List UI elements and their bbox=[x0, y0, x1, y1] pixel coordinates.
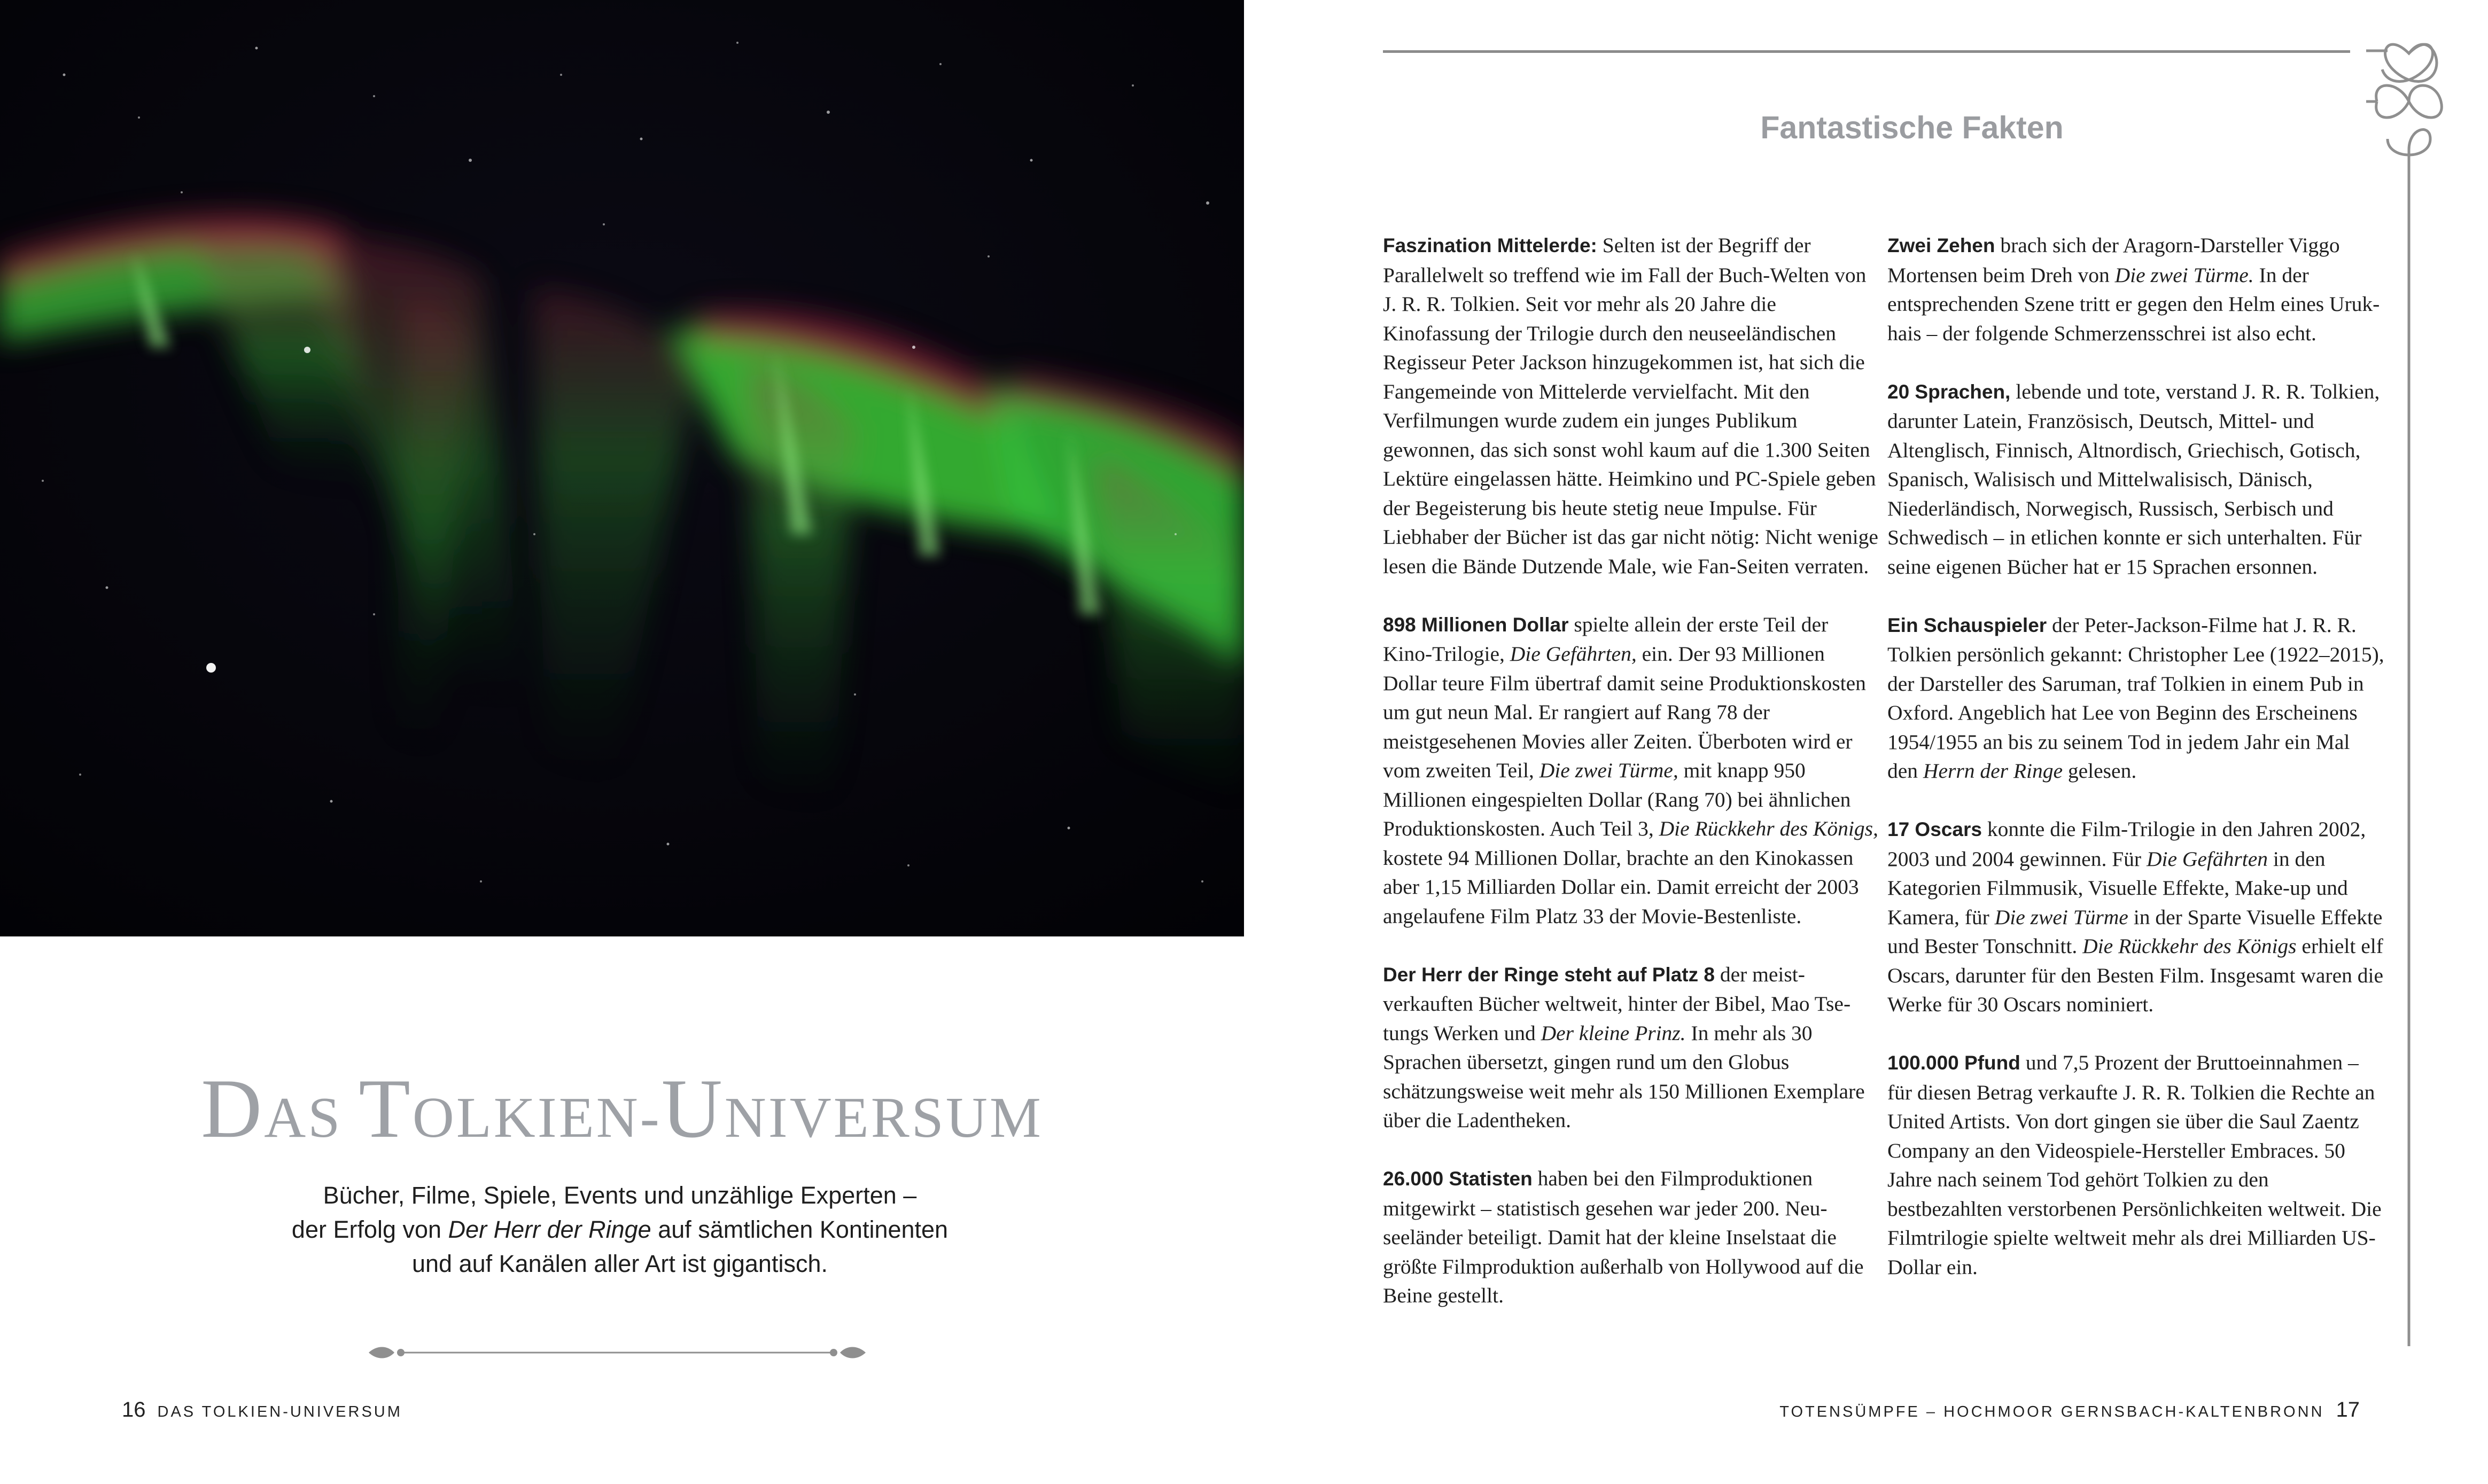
title-part-universum: NIVERSUM bbox=[724, 1086, 1043, 1150]
folio-left bbox=[122, 1398, 414, 1422]
fact-lead: Faszination Mittelerde: bbox=[1383, 235, 1597, 256]
subtitle-line-1: Bücher, Filme, Spiele, Events und unzählige Experten – bbox=[323, 1182, 917, 1209]
page-number-left: 16 bbox=[122, 1398, 146, 1421]
fact-paragraph bbox=[1383, 1164, 1880, 1310]
chapter-subtitle bbox=[230, 1178, 1010, 1281]
fact-lead: Zwei Zehen bbox=[1887, 235, 1995, 256]
fact-text: Selten ist der Begriff der Parallelwelt so treffend wie im Fall der Buch-Welten von J. R. R. Tolkien. Seit vor mehr als 20 Jahre die Kinofassung der Trilogie durch den neuseeländischen Regisseur Peter Jackson hinzugekommen ist, hat sich die Fangemeinde von Mittelerde vervielfacht. Mit den Verfilmungen wurde zudem ein junges Publikum gewonnen, das sich sonst wohl kaum auf die 1.300 Seiten Lektüre eingelassen hätte. Heimkino und PC-Spiele geben der Begeisterung bis heute stetig neue Impulse. Für Liebhaber der Bücher ist das gar nicht nötig: Nicht wenige lesen die Bände Dutzende Male, wie Fan-Seiten verraten. bbox=[1383, 233, 1878, 578]
fact-paragraph bbox=[1887, 1048, 2384, 1282]
fact-lead: 17 Oscars bbox=[1887, 818, 1982, 840]
subtitle-line-3: und auf Kanälen aller Art ist gigantisch. bbox=[412, 1250, 828, 1277]
fact-title-italic: Herrn der Ringe bbox=[1923, 759, 2063, 783]
fact-lead: 100.000 Pfund bbox=[1887, 1052, 2020, 1074]
fact-title-italic: Die Rückkehr des Königs, bbox=[1659, 817, 1878, 840]
fact-text: mit knapp 950 Millionen eingespielten Dollar (Rang 70) bei ähnlichen Produktionskosten. Auch Teil 3, bbox=[1383, 759, 1851, 840]
fact-text: konnte die Film-Trilogie in den Jahren 2002, 2003 und 2004 gewinnen. Für bbox=[1887, 817, 2366, 871]
fact-paragraph bbox=[1383, 610, 1880, 931]
fact-text: erhielt elf Oscars, darunter für den Besten Film. Insgesamt waren die Werke für 30 Oscars nominiert. bbox=[1887, 934, 2383, 1016]
fact-title-italic: Die Rückkehr des Königs bbox=[2082, 934, 2297, 958]
fact-title-italic: Die zwei Türme. bbox=[2114, 263, 2254, 287]
facts-column-2 bbox=[1887, 231, 2384, 1311]
fact-text: und 7,5 Prozent der Bruttoeinnahmen – für diesen Betrag verkaufte J. R. R. Tolkien die Rechte an United Artists. Von dort gingen sie über die Saul Zaentz Company an den Videospiele-Hersteller Embraces. 50 Jahre nach seinem Tod gehört Tolkien zu den bestbezahlten verstorbenen Persönlichkeiten weltweit. Die Filmtrilogie spielte weltweit mehr als drei Milliarden US-Dollar ein. bbox=[1887, 1051, 2382, 1279]
aurora-image bbox=[0, 0, 1244, 936]
title-initial-d: D bbox=[201, 1062, 265, 1155]
chapter-title bbox=[0, 1060, 1244, 1158]
fact-text: gelesen. bbox=[2063, 759, 2137, 783]
right-page bbox=[1244, 0, 2488, 1484]
fact-paragraph bbox=[1383, 960, 1880, 1135]
fact-title-italic: Die Gefährten bbox=[2146, 847, 2268, 871]
fact-paragraph bbox=[1887, 377, 2384, 582]
subtitle-text: der Erfolg von bbox=[291, 1216, 448, 1243]
fact-text: In mehr als 30 Sprachen übersetzt, gingen rund um den Globus schätzungsweise weit mehr als 150 Millionen Exemplare über die Ladentheken. bbox=[1383, 1021, 1865, 1132]
aurora-photo bbox=[0, 0, 1244, 936]
section-heading: Fantastische Fakten bbox=[1760, 110, 2064, 145]
fact-text: haben bei den Filmproduktionen mitgewirkt – statistisch gesehen war jeder 200. Neuseeländer beteiligt. Damit hat der kleine Inselstaat die größte Filmproduktion außerhalb von Hollywood auf die Beine gestellt. bbox=[1383, 1167, 1864, 1307]
fact-paragraph bbox=[1887, 815, 2384, 1019]
folio-right bbox=[1768, 1398, 2360, 1422]
fact-lead: Der Herr der Ringe steht auf Platz 8 bbox=[1383, 963, 1715, 986]
fact-text: in der Sparte Visuelle Effekte und Bester Tonschnitt. bbox=[1887, 905, 2383, 958]
fact-paragraph bbox=[1887, 231, 2384, 348]
running-head-right: TOTENSÜMPFE – HOCHMOOR GERNSBACH-KALTENBRONN bbox=[1779, 1403, 2324, 1420]
fact-title-italic: Die zwei Türme bbox=[1994, 905, 2128, 929]
fact-title-italic: Der kleine Prinz. bbox=[1541, 1021, 1686, 1045]
fact-lead: 20 Sprachen, bbox=[1887, 380, 2011, 403]
fact-text: brach sich der Aragorn-Darsteller Viggo Mortensen beim Dreh von bbox=[1887, 233, 2340, 287]
divider-ornament bbox=[363, 1342, 871, 1363]
fact-lead: Ein Schauspieler bbox=[1887, 614, 2047, 636]
fact-paragraph bbox=[1887, 611, 2384, 786]
fact-text: In der entsprechenden Szene tritt er gegen den Helm eines Uruk-hais – der folgende Schmerzensschrei ist also echt. bbox=[1887, 263, 2380, 345]
fact-paragraph bbox=[1383, 231, 1880, 581]
fact-text: in den Kategorien Filmmusik, Visuelle Effekte, Make-up und Kamera, für bbox=[1887, 847, 2348, 929]
title-initial-t: T bbox=[359, 1062, 413, 1155]
page-number-right: 17 bbox=[2336, 1398, 2360, 1421]
fact-text: lebende und tote, verstand J. R. R. Tolkien, darunter Latein, Französisch, Deutsch, Mittel- und Altenglisch, Finnisch, Altnordisch, Griechisch, Gotisch, Spanisch, Walisisch und Mittelwalisisch, Dänisch, Niederländisch, Norwegisch, Russisch, Serbisch und Schwedisch – in etlichen konnte er sich unterhalten. Für seine eigenen Bücher hat er 15 Sprachen ersonnen. bbox=[1887, 379, 2380, 579]
subtitle-book-title: Der Herr der Ringe bbox=[448, 1216, 651, 1243]
subtitle-line-2 bbox=[230, 1213, 1010, 1247]
top-rule bbox=[1383, 50, 2350, 53]
subtitle-text: auf sämtlichen Kontinenten bbox=[651, 1216, 948, 1243]
fact-title-italic: Die Gefährten, bbox=[1510, 642, 1637, 666]
fact-text: ein. Der 93 Millionen Dollar teure Film übertraf damit seine Produktionskosten um gut neun Mal. Er rangiert auf Rang 78 der meistgesehenen Movies aller Zeiten. Überboten wird er vom zweiten Teil, bbox=[1383, 642, 1866, 782]
running-head-left: DAS TOLKIEN-UNIVERSUM bbox=[157, 1403, 402, 1420]
facts-column-1 bbox=[1383, 231, 1880, 1339]
fact-text: der meistverkauften Bücher weltweit, hinter der Bibel, Mao Tse-tungs Werken und bbox=[1383, 962, 1851, 1045]
fact-text: kostete 94 Millionen Dollar, brachte an den Kinokassen aber 1,15 Milliarden Dollar ein. Damit erreicht der 2003 angelaufene Film Platz 33 der Movie-Bestenliste. bbox=[1383, 846, 1859, 928]
fact-lead: 26.000 Statisten bbox=[1383, 1168, 1533, 1190]
title-part-tolkien: OLKIEN- bbox=[412, 1086, 662, 1150]
fact-text: spielte allein der erste Teil der Kino-Trilogie, bbox=[1383, 612, 1829, 666]
title-part-das: AS bbox=[264, 1086, 359, 1150]
fact-lead: 898 Millionen Dollar bbox=[1383, 613, 1569, 636]
fact-title-italic: Die zwei Türme, bbox=[1539, 759, 1678, 782]
fact-text: der Peter-Jackson-Filme hat J. R. R. Tolkien persönlich gekannt: Christopher Lee (1922–2015), der Darsteller des Saruman, traf Tolkien in einem Pub in Oxford. Angeblich hat Lee von Beginn des Erscheinens 1954/1955 an bis zu seinem Tod in jedem Jahr ein Mal den bbox=[1887, 613, 2384, 783]
title-initial-u: U bbox=[661, 1062, 725, 1155]
